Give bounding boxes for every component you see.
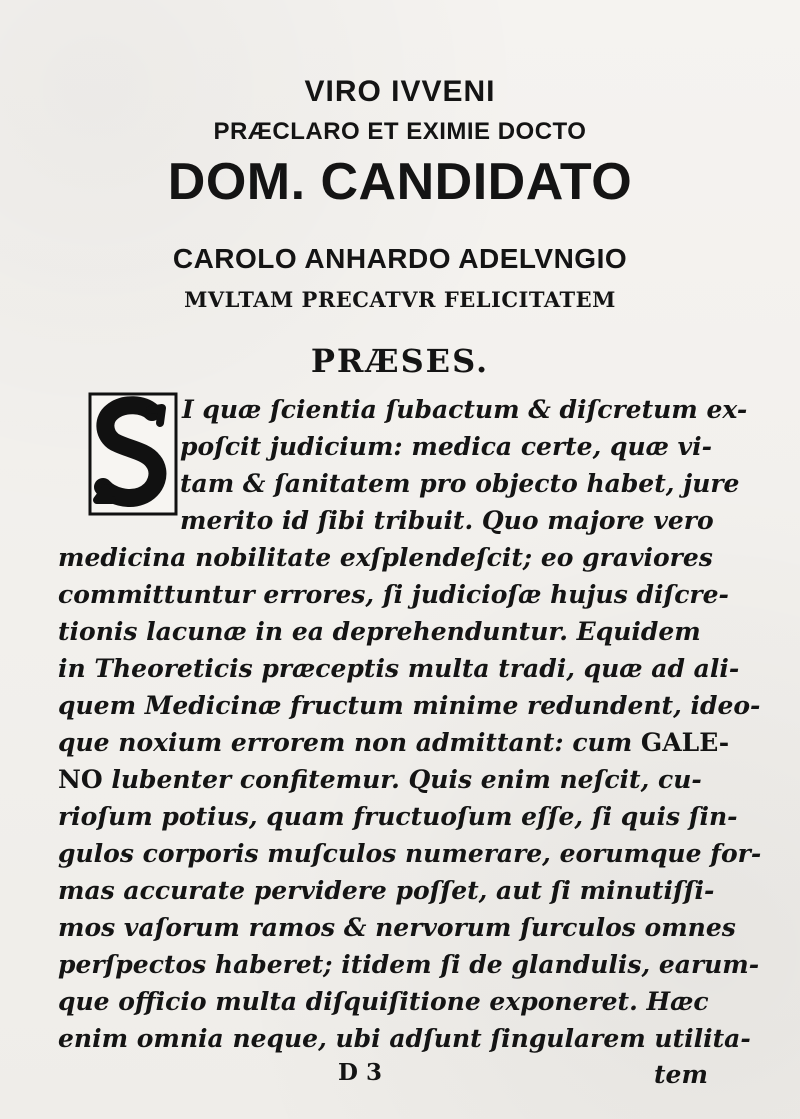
body-line-10-galen: GALE-	[640, 728, 730, 757]
body-line-9: quem Medicinæ fructum minime redundent, ideo-	[58, 691, 761, 720]
dedication-greeting: MVLTAM PRECATVR FELICITATEM	[184, 287, 616, 312]
body-line-1: I quæ ſcientia ſubactum & diſcretum ex-	[182, 395, 748, 424]
body-line-11	[58, 767, 702, 792]
dedication-title: DOM. CANDIDATO	[167, 153, 633, 211]
drop-cap-s-icon	[88, 392, 178, 516]
body-line-13: gulos corporis muſculos numerare, eorumque for-	[58, 839, 762, 868]
body-line-4: merito id ſibi tribuit. Quo majore vero	[180, 506, 714, 535]
body-line-6: committuntur errores, ſi judicioſæ hujus diſcre-	[58, 580, 729, 609]
body-line-10-text: que noxium errorem non admittant: cum	[58, 728, 641, 757]
signature-mark: D 3	[338, 1059, 382, 1086]
body-line-12: rioſum potius, quam fructuoſum eſſe, ſi quis ſin-	[58, 802, 738, 831]
body-line-14: mas accurate pervidere poſſet, aut ſi minutiſſi-	[58, 876, 715, 905]
praeses-heading: PRÆSES.	[310, 342, 490, 380]
body-line-3: tam & ſanitatem pro objecto habet, jure	[180, 469, 740, 498]
dedication-line-2: PRÆCLARO ET EXIMIE DOCTO	[213, 118, 587, 145]
body-line-11-no: NO	[58, 765, 103, 794]
catchword: tem	[654, 1060, 708, 1089]
body-line-5: medicina nobilitate exſplendeſcit; eo graviores	[58, 543, 713, 572]
body-line-10	[58, 730, 729, 755]
body-line-11-text: lubenter confitemur. Quis enim neſcit, cu-	[102, 765, 702, 794]
body-line-17: que officio multa diſquiſitione exponeret. Hæc	[58, 987, 709, 1016]
dedication-name: CAROLO ANHARDO ADELVNGIO	[172, 243, 628, 274]
body-line-7: tionis lacunæ in ea deprehenduntur. Equidem	[58, 617, 701, 646]
body-line-16: perſpectos haberet; itidem ſi de glandulis, earum-	[58, 950, 760, 979]
body-line-2: poſcit judicium: medica certe, quæ vi-	[180, 432, 713, 461]
body-line-18: enim omnia neque, ubi adſunt ſingularem utilita-	[58, 1024, 751, 1053]
body-line-8: in Theoreticis præceptis multa tradi, quæ ad ali-	[58, 654, 740, 683]
dedication-line-1: VIRO IVVENI	[304, 75, 496, 108]
body-line-15: mos vaſorum ramos & nervorum ſurculos omnes	[58, 913, 736, 942]
